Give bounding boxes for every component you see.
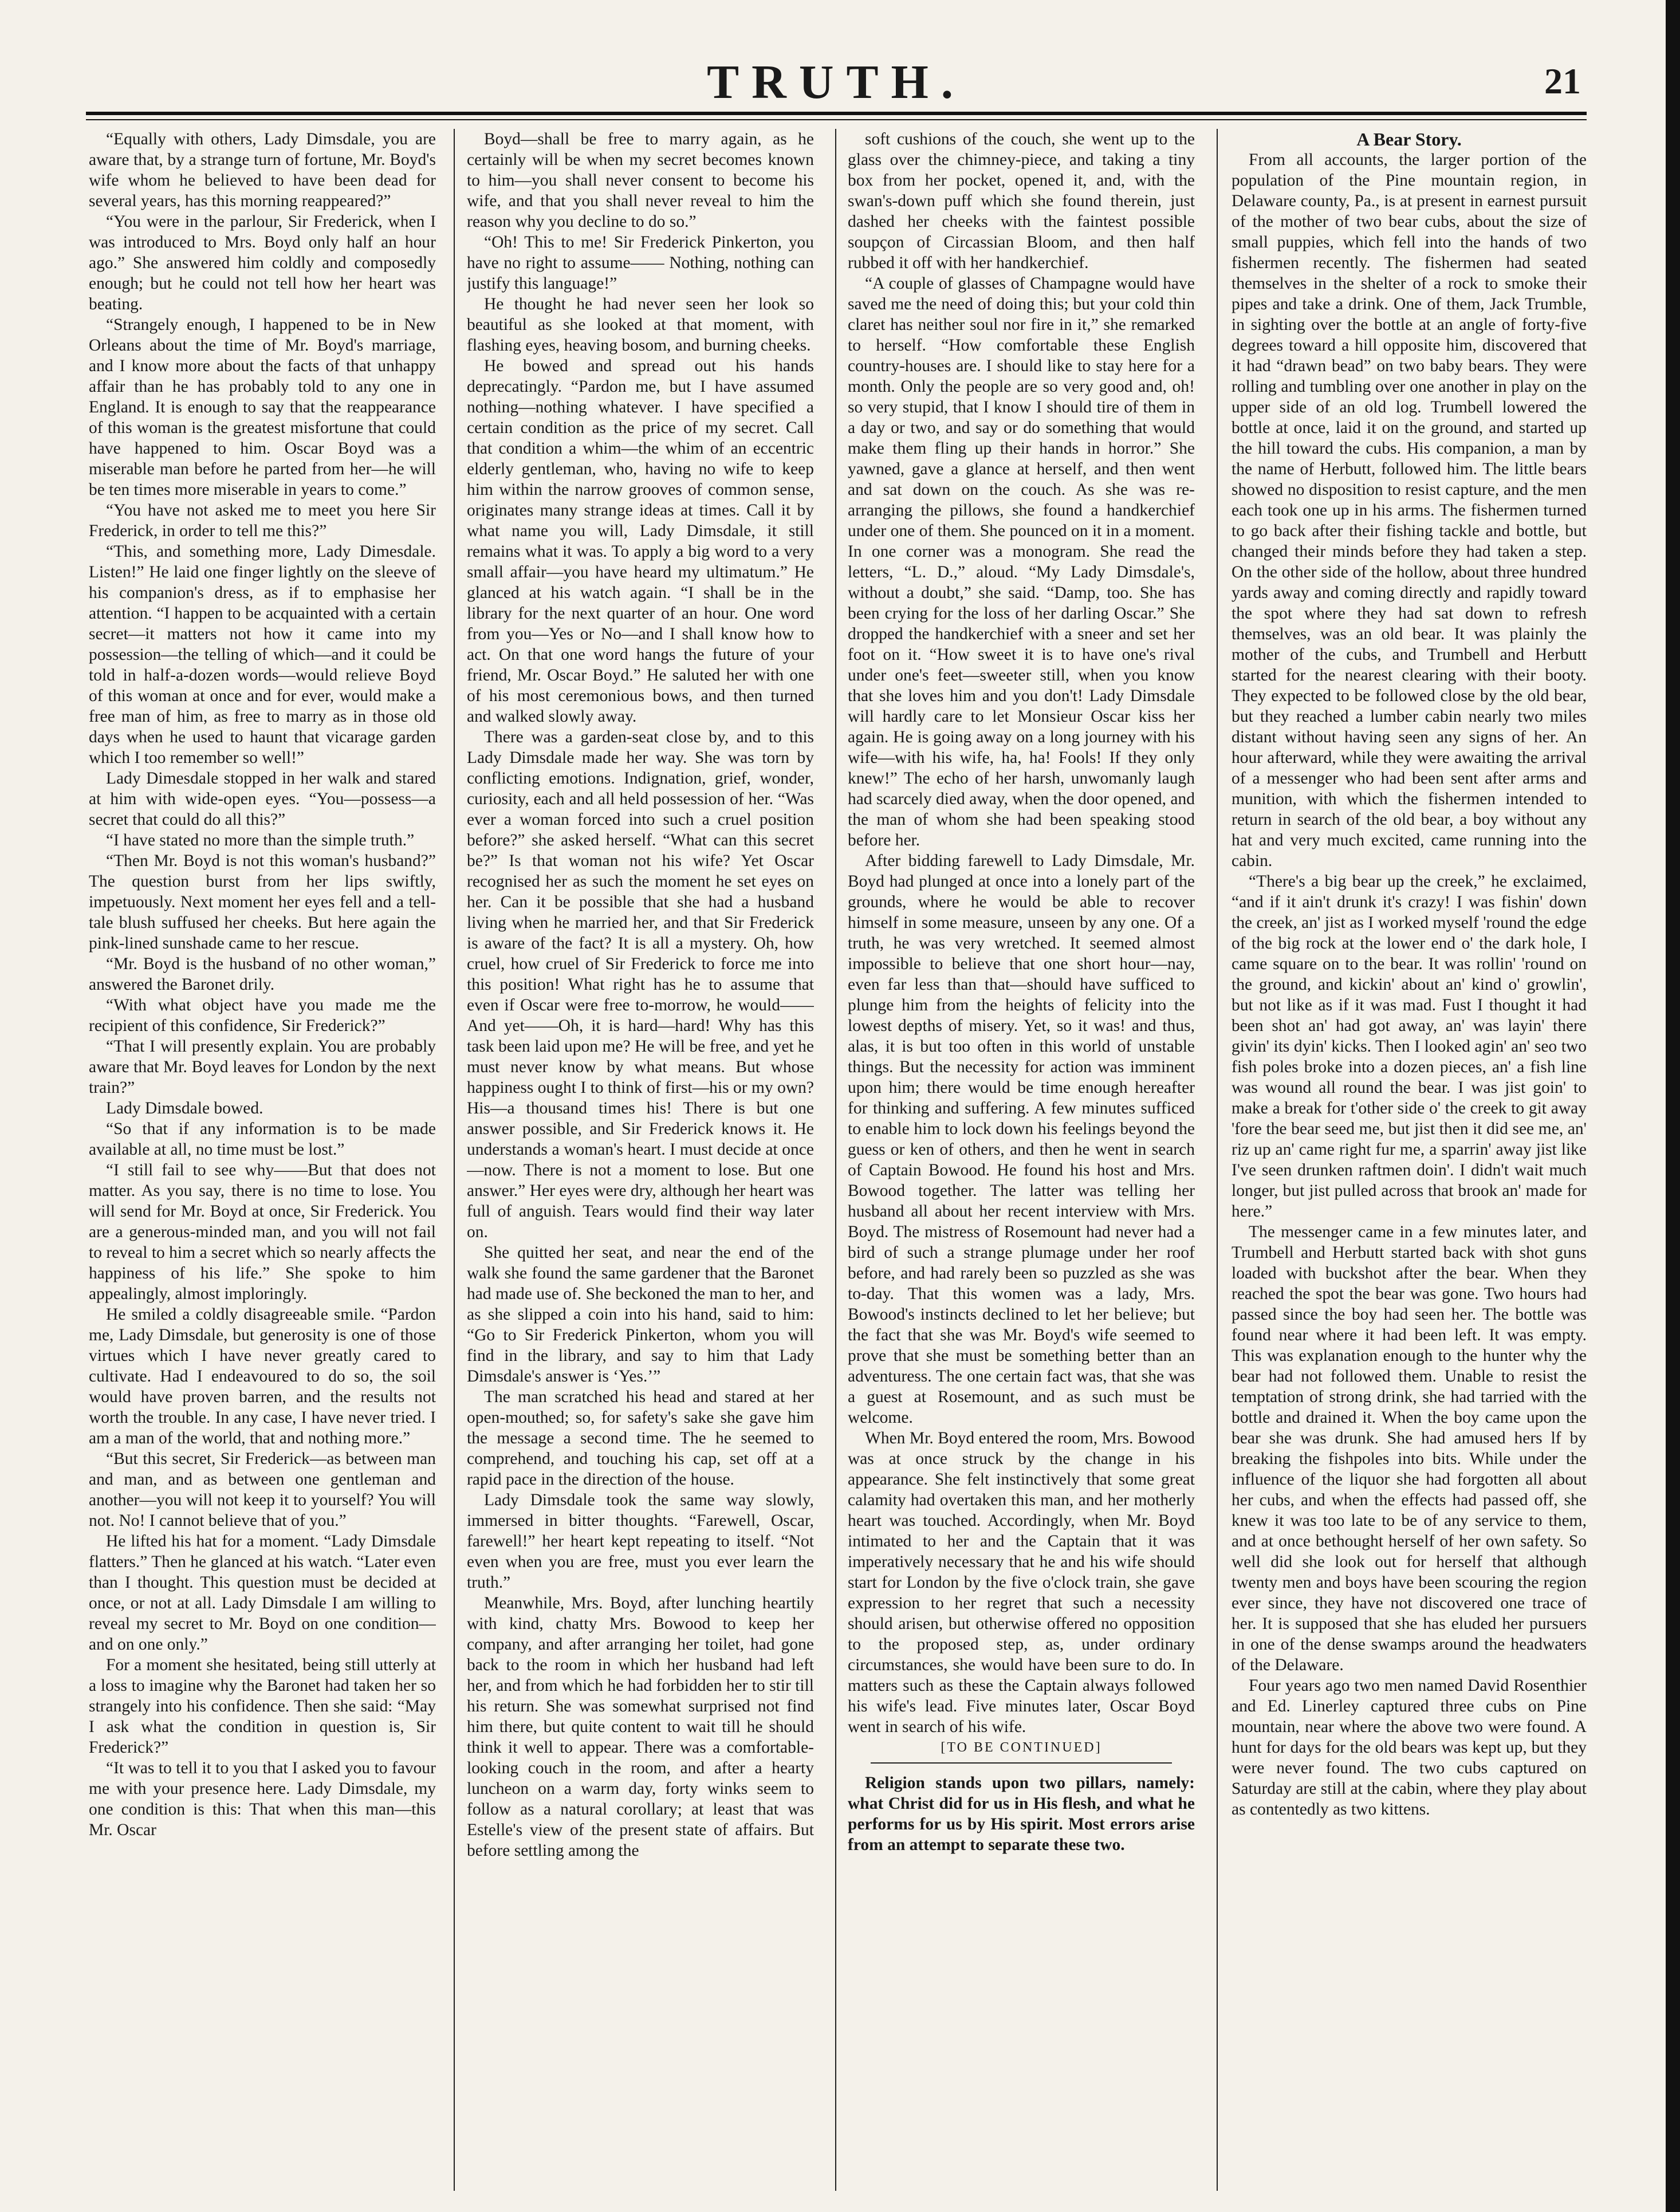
- section-separator: [871, 1762, 1172, 1764]
- paragraph: “Then Mr. Boyd is not this woman's husband?” The question burst from her lips swiftly, impetuously. Next moment her eyes fell and a tell-tale blush suffused her cheeks. But here again the pink-lined sunshade came to her rescue.: [89, 852, 436, 953]
- paragraph: After bidding farewell to Lady Dimsdale, Mr. Boyd had plunged at once into a lonely part of the grounds, where he would be able to recover himself in some measure, unseen by any one. Of a truth, he was very wretched. It seemed almost impossible to believe that one short hour—nay, even far less than that—should have sufficed to plunge him from the heights of felicity into the lowest depths of misery. Yet, so it was! and thus, alas, it is but too often in this world of unstable things. But the necessity for action was imminent upon him; there would be time enough hereafter for thinking and suffering. A few minutes sufficed to enable him to lock down his feelings beyond the guess or ken of others, and then he went in search of Captain Bowood. He found his host and Mrs. Bowood together. The latter was telling her husband all about her recent interview with Mrs. Boyd. The mistress of Rosemount had never had a bird of such a strange plumage under her roof before, and had rarely been so puzzled as she was to-day. That this women was a lady, Mrs. Bowood's instincts declined to let her believe; but the fact that she was Mr. Boyd's wife seemed to prove that she must be something better than an adventuress. The one certain fact was, that she was a guest at Rosemount, and as such must be welcome.: [848, 852, 1195, 1427]
- paragraph: He thought he had never seen her look so beautiful as she looked at that moment, with flashing eyes, heaving bosom, and burning cheeks.: [467, 295, 814, 355]
- paragraph: “Equally with others, Lady Dimsdale, you are aware that, by a strange turn of fortune, Mr. Boyd's wife whom he believed to have been dead for several years, has this morning reappeared?”: [89, 130, 436, 210]
- paragraph: “With what object have you made me the recipient of this confidence, Sir Frederick?”: [89, 996, 436, 1035]
- column-divider: [454, 129, 455, 2191]
- paragraph: Lady Dimesdale stopped in her walk and stared at him with wide-open eyes. “You—possess—a secret that could do all this?”: [89, 769, 436, 829]
- to-be-continued: [TO BE CONTINUED]: [941, 1740, 1102, 1755]
- paragraph: Four years ago two men named David Rosenthier and Ed. Linerley captured three cubs on Pine mountain, near where the above two were found. A hunt for days for the old bears was kept up, but they were never found. The two cubs captured on Saturday are still at the cabin, where they play about as contentedly as two kittens.: [1232, 1676, 1587, 1819]
- paragraph: “Strangely enough, I happened to be in New Orleans about the time of Mr. Boyd's marriage, and I know more about the facts of that unhappy affair than he has probably told to any one in England. It is enough to say that the reappearance of this woman is the greatest misfortune that could have happened to him. Oscar Boyd was a miserable man before he parted from her—he will be ten times more miserable in years to come.”: [89, 316, 436, 499]
- column-divider: [1217, 129, 1218, 2191]
- masthead-title: TRUTH.: [707, 56, 966, 109]
- paragraph: “So that if any information is to be made available at all, no time must be lost.”: [89, 1120, 436, 1159]
- paragraph: Lady Dimsdale bowed.: [106, 1099, 263, 1117]
- religion-paragraph: Religion stands upon two pillars, namely: what Christ did for us in His flesh, and what he performs for us by His spirit. Most errors arise from an attempt to separate these two.: [848, 1774, 1195, 1854]
- paragraph: There was a garden-seat close by, and to this Lady Dimsdale made her way. She was torn by conflicting emotions. Indignation, grief, wonder, curiosity, each and all held possession of her. “Was ever a woman forced into such a cruel position before?” she asked herself. “What can this secret be?” Is that woman not his wife? Yet Oscar recognised her as such the moment he set eyes on her. Can it be possible that she had a husband living when he married her, and that Sir Frederick is aware of the fact? It is all a mystery. Oh, how cruel, how cruel of Sir Frederick to force me into this position! What right has he to assume that even if Oscar were free to-morrow, he would——And yet——Oh, it is hard—hard! Why has this task been laid upon me? He will be free, and yet he must never know by what means. But whose happiness ought I to think of first—his or my own? His—a thousand times his! There is but one answer possible, and Sir Frederick knows it. He understands a woman's heart. I must decide at once—now. There is not a moment to lose. But one answer.” Her eyes were dry, although her heart was full of anguish. Tears would find their way later on.: [467, 728, 814, 1241]
- article-title: A Bear Story.: [1356, 129, 1462, 149]
- paragraph: He lifted his hat for a moment. “Lady Dimsdale flatters.” Then he glanced at his watch. “Later even than I thought. This question must be decided at once, or not at all. Lady Dimsdale I am willing to reveal my secret to Mr. Boyd on one condition—and on one only.”: [89, 1532, 436, 1654]
- paragraph: “There's a big bear up the creek,” he exclaimed, “and if it ain't drunk it's crazy! I was fishin' down the creek, an' jist as I worked myself 'round the edge of the big rock at the lower end o' the dark hole, I came square on to the bear. It was rollin' 'round on the ground, and kickin' about an' kind o' growlin', but not like as if it was mad. Fust I thought it had been shot an' had got away, an' was layin' there givin' its dyin' kicks. Then I looked agin' an' seo two fish poles broke into a dozen pieces, an' a fish line was wound all round the bear. I was jist goin' to make a break for t'other side o' the creek to git away 'fore the bear seed me, but jist then it did see me, an' riz up an' came right fur me, a sparrin' away jist like I've seen drunken raftmen doin'. I didn't wait much longer, but jist pulled across that brook an' made for here.”: [1232, 872, 1587, 1221]
- paragraph: He smiled a coldly disagreeable smile. “Pardon me, Lady Dimsdale, but generosity is one of those virtues which I have never greatly cared to cultivate. Had I endeavoured to do so, the soil would have proven barren, and the results not worth the trouble. In any case, I have never tried. I am a man of the world, that and nothing more.”: [89, 1305, 436, 1447]
- paragraph: “But this secret, Sir Frederick—as between man and man, and as between one gentleman and another—you will not keep it to yourself? You will not. No! I cannot believe that of you.”: [89, 1450, 436, 1530]
- paragraph: “I still fail to see why——But that does not matter. As you say, there is no time to lose. You will send for Mr. Boyd at once, Sir Frederick. You are a generous-minded man, and you will not fail to reveal to him a secret which so nearly affects the happiness of his life.” She spoke to him appealingly, almost imploringly.: [89, 1161, 436, 1303]
- paragraph: “This, and something more, Lady Dimesdale. Listen!” He laid one finger lightly on the sleeve of his companion's dress, as if to emphasise her attention. “I happen to be acquainted with a certain secret—it matters not how it came into my possession—the telling of which—and it could be told in half-a-dozen words—would relieve Boyd of this woman at once and for ever, would make a free man of him, as free to marry as in those old days when he used to haunt that vicarage garden which I too remember so well!”: [89, 542, 436, 767]
- paragraph: The messenger came in a few minutes later, and Trumbell and Herbutt started back with shot guns loaded with buckshot after the bear. When they reached the spot the bear was gone. Two hours had passed since the boy had seen her. The bottle was found near where it had been left. It was empty. This was explanation enough to the hunter why the bear had not followed them. Unable to resist the temptation of strong drink, she had tarried with the bottle and drained it. When the boy came upon the bear she was drunk. She had amused hers lf by breaking the fishpoles into bits. While under the influence of the liquor she had forgotten all about her cubs, and when the effects had passed off, she knew it was too late to be of any service to them, and at once bethought herself of her own safety. So well did she look out for herself that although twenty men and boys have been scouring the region ever since, they have not discovered one trace of her. It is supposed that she has eluded her pursuers in one of the dense swamps around the headwaters of the Delaware.: [1232, 1223, 1587, 1674]
- bear-story-body: [1232, 149, 1587, 1820]
- paragraph: When Mr. Boyd entered the room, Mrs. Bowood was at once struck by the change in his appearance. She felt instinctively that some great calamity had overtaken this man, and her motherly heart was touched. Accordingly, when Mr. Boyd intimated to her and the Captain that it was imperatively necessary that he and his wife should start for London by the five o'clock train, she gave expression to her regret that such a necessity should arisen, but otherwise offered no opposition to the proposed step, as, under ordinary circumstances, she would have been sure to do. In matters such as these the Captain always followed his wife's lead. Five minutes later, Oscar Boyd went in search of his wife.: [848, 1429, 1195, 1736]
- column-divider: [835, 129, 836, 2191]
- column-3-story: [848, 129, 1195, 1737]
- masthead: [86, 54, 1587, 117]
- paragraph: “You were in the parlour, Sir Frederick, when I was introduced to Mrs. Boyd only half an hour ago.” She answered him coldly and composedly enough; but he could not tell how her heart was beating.: [89, 212, 436, 313]
- paragraph: “You have not asked me to meet you here Sir Frederick, in order to tell me this?”: [89, 501, 436, 540]
- masthead-rule-thin: [86, 119, 1587, 120]
- paragraph: Meanwhile, Mrs. Boyd, after lunching heartily with kind, chatty Mrs. Bowood to keep her company, and after arranging her toilet, had gone back to the room in which her husband had left her, and from which he had forbidden her to stir till his return. She was somewhat surprised not find him there, but quite content to wait till he should think it well to appear. There was a comfortable-looking couch in the room, and after a hearty luncheon on a warm day, forty winks seem to follow as a natural corollary; at least that was Estelle's view of the present state of affairs. But before settling among the: [467, 1594, 814, 1860]
- paragraph: “A couple of glasses of Champagne would have saved me the need of doing this; but your cold thin claret has neither soul nor fire in it,” she remarked to herself. “How comfortable these English country-houses are. I should like to stay here for a month. Only the people are so very good and, oh! so very stupid, that I know I should tire of them in a day or two, and say or do something that would make them fling up their hands in horror.” She yawned, gave a glance at herself, and then went and sat down on the couch. As she was re-arranging the pillows, she found a handkerchief under one of them. She pounced on it in a moment. In one corner was a monogram. She read the letters, “L. D.,” aloud. “My Lady Dimsdale's, without a doubt,” she said. “Damp, too. She has been crying for the loss of her darling Oscar.” She dropped the handkerchief with a sneer and set her foot on it. “How sweet it is to have one's rival under one's feet—sweeter still, when you know that she loves him and you don't! Lady Dimsdale will hardly care to let Monsieur Oscar kiss her again. He is going away on a long journey with his wife—with his wife, ha, ha! Fools! If they only knew!” The echo of her harsh, unwomanly laugh had scarcely died away, when the door opened, and the man of whom she had been speaking stood before her.: [848, 274, 1195, 849]
- paragraph: “I have stated no more than the simple truth.”: [106, 831, 415, 849]
- paragraph: “That I will presently explain. You are probably aware that Mr. Boyd leaves for London by the next train?”: [89, 1037, 436, 1097]
- column-3: [848, 129, 1195, 2191]
- column-1: [89, 129, 436, 2191]
- paragraph: “It was to tell it to you that I asked you to favour me with your presence here. Lady Dimsdale, my one condition is this: That when this man—this Mr. Oscar: [89, 1759, 436, 1839]
- paragraph: “Oh! This to me! Sir Frederick Pinkerton, you have no right to assume—— Nothing, nothing can justify this language!”: [467, 233, 814, 293]
- masthead-rule-thick: [86, 112, 1587, 115]
- scan-edge-strip: [1666, 0, 1680, 2212]
- paragraph: soft cushions of the couch, she went up to the glass over the chimney-piece, and taking a tiny box from her pocket, opened it, and, with the swan's-down puff which she found therein, just dashed her cheeks with the faintest possible soupçon of Circassian Bloom, and then half rubbed it off with her handkerchief.: [848, 130, 1195, 272]
- page-number: 21: [1544, 61, 1581, 101]
- paragraph: The man scratched his head and stared at her open-mouthed; so, for safety's sake she gave him the message a second time. The he seemed to comprehend, and touching his cap, set off at a rapid pace in the direction of the house.: [467, 1388, 814, 1489]
- paragraph: Lady Dimsdale took the same way slowly, immersed in bitter thoughts. “Farewell, Oscar, farewell!” her heart kept repeating to itself. “Not even when you are free, must you ever learn the truth.”: [467, 1491, 814, 1592]
- paragraph: From all accounts, the larger portion of the population of the Pine mountain region, in Delaware county, Pa., is at present in earnest pursuit of the mother of two bear cubs, about the size of small puppies, which fell into the hands of two fishermen recently. The fishermen had seated themselves in the shelter of a rock to smoke their pipes and take a drink. One of them, Jack Trumble, in sighting over the bottle at an angle of forty-five degrees toward a hill opposite him, discovered that it had “drawn bead” on two baby bears. They were rolling and tumbling over one another in play on the upper side of an old log. Trumbell lowered the bottle at once, laid it on the ground, and started up the hill toward the cubs. His companion, a man by the name of Herbutt, followed him. The little bears showed no disposition to resist capture, and the men each took one up in his arms. The fishermen turned to go back after their fishing tackle and bottle, but changed their minds before they had taken a step. On the other side of the hollow, about three hundred yards away and coming directly and rapidly toward the spot where they had sat down to refresh themselves, was an old bear. It was plainly the mother of the cubs, and Trumbell and Herbutt started for the nearest clearing with their booty. They expected to be followed close by the old bear, but they reached a lumber cabin nearly two miles distant without having seen any signs of her. An hour afterward, while they were awaiting the arrival of a messenger who had been sent after arms and munition, with which the fishermen intended to return in search of the old bear, a boy without any hat and very much excited, came running into the cabin.: [1232, 151, 1587, 870]
- paragraph: For a moment she hesitated, being still utterly at a loss to imagine why the Baronet had taken her so strangely into his confidence. Then she said: “May I ask what the condition in question is, Sir Frederick?”: [89, 1656, 436, 1757]
- paragraph: He bowed and spread out his hands deprecatingly. “Pardon me, but I have assumed nothing—nothing whatever. I have specified a certain condition as the price of my secret. Call that condition a whim—the whim of an eccentric elderly gentleman, who, having no wife to keep him within the narrow grooves of common sense, originates many strange ideas at times. Call it by what name you will, Lady Dimsdale, it still remains what it was. To apply a big word to a very small affair—you have heard my ultimatum.” He glanced at his watch again. “I shall be in the library for the next quarter of an hour. One word from you—Yes or No—and I shall know how to act. On that one word hangs the future of your friend, Mr. Oscar Boyd.” He saluted her with one of his most ceremonious bows, and then turned and walked slowly away.: [467, 357, 814, 726]
- paragraph: Boyd—shall be free to marry again, as he certainly will be when my secret becomes known to him—you shall never consent to become his wife, and that you shall never reveal to him the reason why you decline to do so.”: [467, 130, 814, 231]
- column-4: [1232, 129, 1587, 2191]
- paragraph: She quitted her seat, and near the end of the walk she found the same gardener that the Baronet had made use of. She beckoned the man to her, and as she slipped a coin into his hand, said to him: “Go to Sir Frederick Pinkerton, whom you will find in the library, and say to him that Lady Dimsdale's answer is ‘Yes.’”: [467, 1243, 814, 1386]
- column-2: [467, 129, 814, 2191]
- paragraph: “Mr. Boyd is the husband of no other woman,” answered the Baronet drily.: [89, 955, 436, 994]
